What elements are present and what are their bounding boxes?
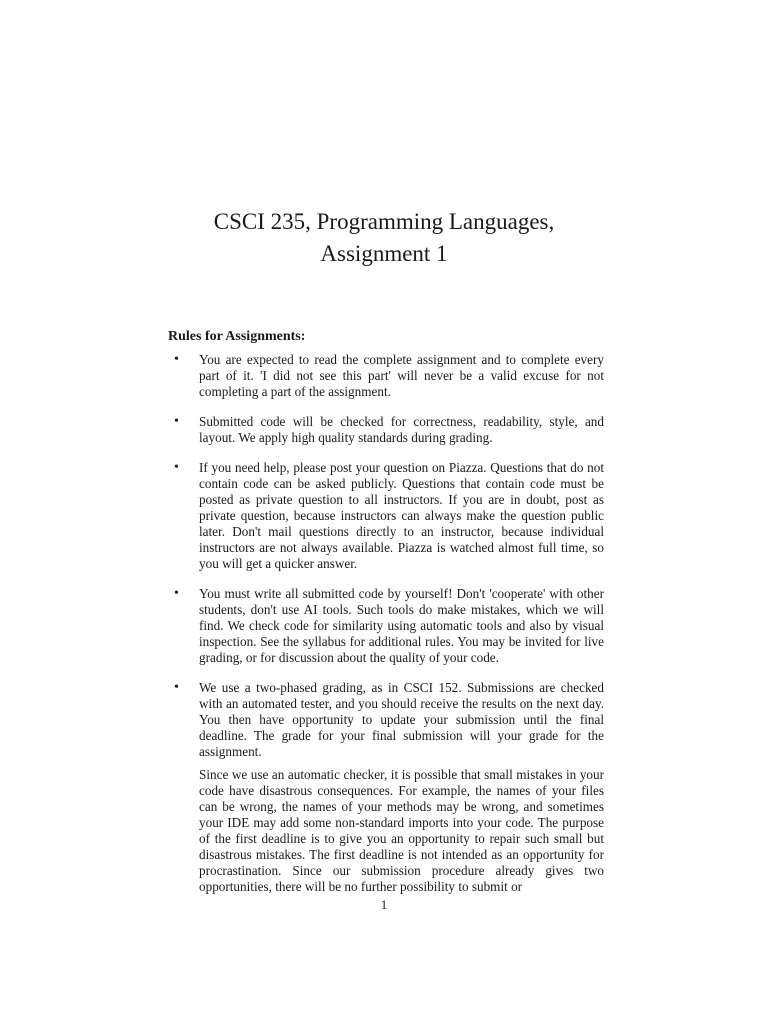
document-title-line-2: Assignment 1 — [320, 241, 448, 266]
rule-paragraph: You must write all submitted code by yourself! Don't 'cooperate' with other students, don't use AI tools. Such tools do make mistakes, which we will find. We check code for similarity using automatic tools and also by visual inspection. See the syllabus for additional rules. You may be invited for live grading, or for discussion about the quality of your code. — [199, 586, 604, 665]
rule-item — [168, 352, 604, 400]
rules-heading: Rules for Assignments: — [168, 329, 306, 344]
rule-paragraph: We use a two-phased grading, as in CSCI 152. Submissions are checked with an automated tester, and you should receive the results on the next day. You then have opportunity to update your submission until the final deadline. The grade for your final submission will your grade for the assignment. — [199, 680, 604, 759]
bullet-icon: • — [174, 414, 179, 429]
rule-item — [168, 414, 604, 446]
bullet-icon: • — [174, 586, 179, 601]
bullet-icon: • — [174, 680, 179, 695]
rule-paragraph: Submitted code will be checked for correctness, readability, style, and layout. We apply high quality standards during grading. — [199, 414, 604, 445]
rules-list — [168, 352, 604, 909]
rule-item — [168, 460, 604, 572]
rule-paragraph: You are expected to read the complete assignment and to complete every part of it. 'I did not see this part' will never be a valid excuse for not completing a part of the assignment. — [199, 352, 604, 399]
document-title-line-1: CSCI 235, Programming Languages, — [213, 209, 555, 234]
rule-item — [168, 586, 604, 666]
page-number: 1 — [380, 897, 388, 912]
rule-item — [168, 680, 604, 895]
bullet-icon: • — [174, 352, 179, 367]
bullet-icon: • — [174, 460, 179, 475]
rule-paragraph: If you need help, please post your question on Piazza. Questions that do not contain code can be asked publicly. Questions that contain code must be posted as private question to all instructors. If you are in doubt, post as private question, because instructors can always make the question public later. Don't mail questions directly to an instructor, because individual instructors are not always available. Piazza is watched almost full time, so you will get a quicker answer. — [199, 460, 604, 571]
rule-paragraph: Since we use an automatic checker, it is possible that small mistakes in your code have disastrous consequences. For example, the names of your files can be wrong, the names of your methods may be wrong, and sometimes your IDE may add some non-standard imports into your code. The purpose of the first deadline is to give you an opportunity to repair such small but disastrous mistakes. The first deadline is not intended as an opportunity for procrastination. Since our submission procedure already gives two opportunities, there will be no further possibility to submit or — [199, 767, 604, 894]
document-title — [0, 206, 768, 270]
